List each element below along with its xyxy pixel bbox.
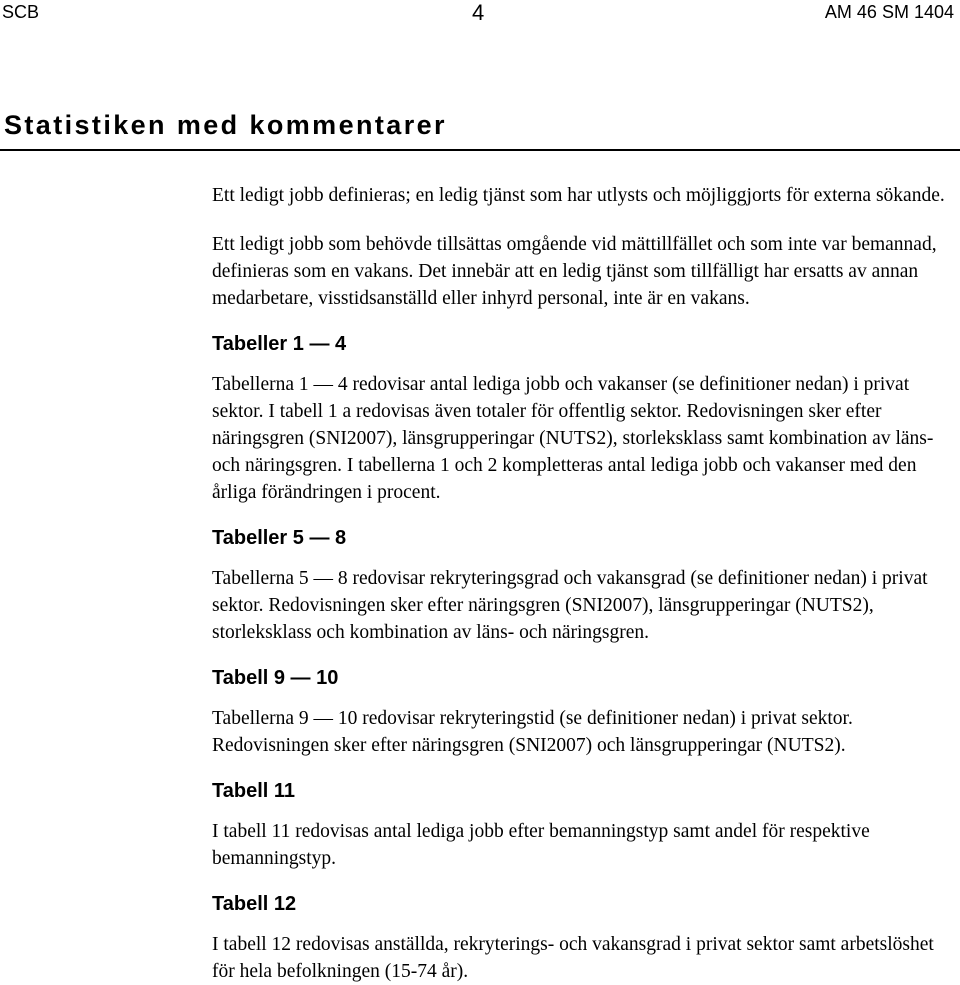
section-heading-tabell-11: Tabell 11 <box>212 780 296 802</box>
section-text-tabeller-5-8: Tabellerna 5 — 8 redovisar rekryteringsgrad och vakansgrad (se definitioner nedan) i privat sektor. Redovisningen sker efter näringsgren (SNI2007), länsgrupperingar (NUTS2), storleksklass och kombination av läns- och näringsgren. <box>212 568 928 643</box>
page-title: Statistiken med kommentarer <box>4 110 447 140</box>
definition-paragraph-2: Ett ledigt jobb som behövde tillsättas omgående vid mättillfället och som inte var bemannad, definieras som en vakans. Det innebär att en ledig tjänst som tillfälligt har ersatts av annan medarbetare, visstidsanställd eller inhyrd personal, inte är en vakans. <box>212 234 937 309</box>
page-number: 4 <box>472 0 485 25</box>
section-text-tabeller-1-4: Tabellerna 1 — 4 redovisar antal lediga jobb och vakanser (se definitioner nedan) i privat sektor. I tabell 1 a redovisas även totaler för offentlig sektor. Redovisningen sker efter näringsgren (SNI2007), länsgrupperingar (NUTS2), storleksklass samt kombination av läns- och näringsgren. I tabellerna 1 och 2 kompletteras antal lediga jobb och vakanser med den årliga förändringen i procent. <box>212 374 934 503</box>
title-rule <box>0 149 960 151</box>
section-heading-tabeller-5-8: Tabeller 5 — 8 <box>212 527 347 549</box>
title-section <box>0 106 960 144</box>
header-report-id: AM 46 SM 1404 <box>824 2 954 22</box>
section-text-tabell-12: I tabell 12 redovisas anställda, rekryterings- och vakansgrad i privat sektor samt arbetslöshet för hela befolkningen (15-74 år). <box>212 934 934 982</box>
main-content <box>212 182 956 985</box>
header-org: SCB <box>2 2 40 22</box>
page-header <box>0 0 960 30</box>
definition-paragraph-1: Ett ledigt jobb definieras; en ledig tjänst som har utlysts och möjliggjorts för externa sökande. <box>212 185 945 206</box>
section-heading-tabeller-1-4: Tabeller 1 — 4 <box>212 333 347 355</box>
section-heading-tabell-12: Tabell 12 <box>212 893 297 915</box>
section-text-tabell-11: I tabell 11 redovisas antal lediga jobb efter bemanningstyp samt andel för respektive bemanningstyp. <box>212 821 870 869</box>
section-heading-tabell-9-10: Tabell 9 — 10 <box>212 667 339 689</box>
section-text-tabell-9-10: Tabellerna 9 — 10 redovisar rekryteringstid (se definitioner nedan) i privat sektor. Redovisningen sker efter näringsgren (SNI2007) och länsgrupperingar (NUTS2). <box>212 708 853 756</box>
